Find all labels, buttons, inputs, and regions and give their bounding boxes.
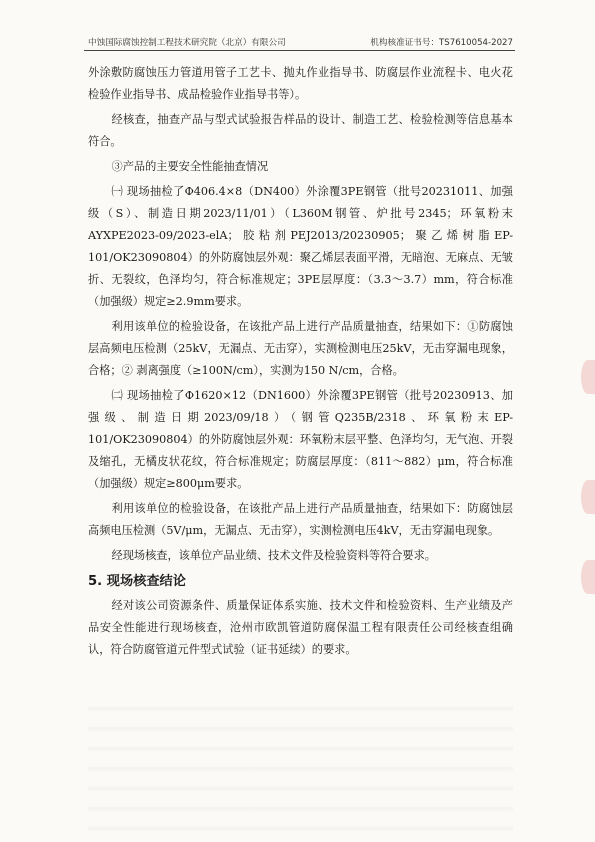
header-org: 中蚀国际腐蚀控制工程技术研究院（北京）有限公司 xyxy=(88,38,286,48)
paragraph-compliance: 经现场核查，该单位产品业绩、技术文件及检验资料等符合要求。 xyxy=(111,549,436,562)
paragraph-continuation: 外涂敷防腐蚀压力管道用管子工艺卡、抛丸作业指导书、防腐层作业流程卡、电火花检验作业指导书、成品检验作业指导书等）。 xyxy=(88,66,513,101)
section-5-conclusion: 经对该公司资源条件、质量保证体系实施、技术文件和检验资料、生产业绩及产品安全性能进行现场核查，沧州市欧凯管道防腐保温工程有限责任公司经核查组确认，符合防腐管道元件型式试验（证书延续）的要求。 xyxy=(88,599,513,656)
header-cert: 机构核准证书号：TS7610054-2027 xyxy=(370,38,513,48)
paragraph-test-2: 利用该单位的检验设备，在该批产品上进行产品质量抽查，结果如下：防腐蚀层高频电压检测（5V/μm，无漏点、无击穿），实测检测电压4kV，无击穿漏电现象。 xyxy=(88,502,513,537)
show-through-texture xyxy=(88,692,513,842)
paragraph-test-1: 利用该单位的检验设备，在该批产品上进行产品质量抽查，结果如下：①防腐蚀层高频电压检测（25kV，无漏点、无击穿），实测检测电压25kV，无击穿漏电现象，合格；② 剥离强度（≥100N/cm），实测为150 N/cm，合格。 xyxy=(88,320,513,377)
page-header xyxy=(88,36,513,48)
stamp-fragment xyxy=(581,560,595,594)
paragraph-verification: 经核查，抽查产品与型式试验报告样品的设计、制造工艺、检验检测等信息基本符合。 xyxy=(88,113,513,148)
header-rule xyxy=(84,50,515,51)
paragraph-sample-1: ㈠ 现场抽检了Φ406.4×8（DN400）外涂覆3PE钢管（批号20231011、加强级（S）、制造日期2023/11/01）（L360M钢管、炉批号2345；环氧粉末AYXPE2023-09/2023-elA；胶粘剂PEJ2013/20230905；聚乙烯树脂EP-101/OK23090804）的外防腐蚀层外观：聚乙烯层表面平滑，无暗泡、无麻点、无皱折、无裂纹，色泽均匀，符合标准规定；3PE层厚度：（3.3～3.7）mm，符合标准（加强级）规定≥2.9mm要求。 xyxy=(88,185,513,308)
stamp-fragment xyxy=(581,360,595,394)
section-5-heading: 5. 现场核查结论 xyxy=(88,574,186,589)
document-body xyxy=(88,62,513,664)
paragraph-sample-2: ㈡ 现场抽检了Φ1620×12（DN1600）外涂覆3PE钢管（批号20230913、加强级、制造日期2023/09/18）（钢管Q235B/2318、环氧粉末EP-101/OK23090804）的外防腐蚀层外观：环氧粉末层平整、色泽均匀，无气泡、开裂及缩孔，无橘皮状花纹，符合标准规定；防腐层厚度：（811～882）μm，符合标准（加强级）规定≥800μm要求。 xyxy=(88,389,513,490)
stamp-fragment xyxy=(581,480,595,514)
subsection-title: ③产品的主要安全性能抽查情况 xyxy=(111,160,269,173)
